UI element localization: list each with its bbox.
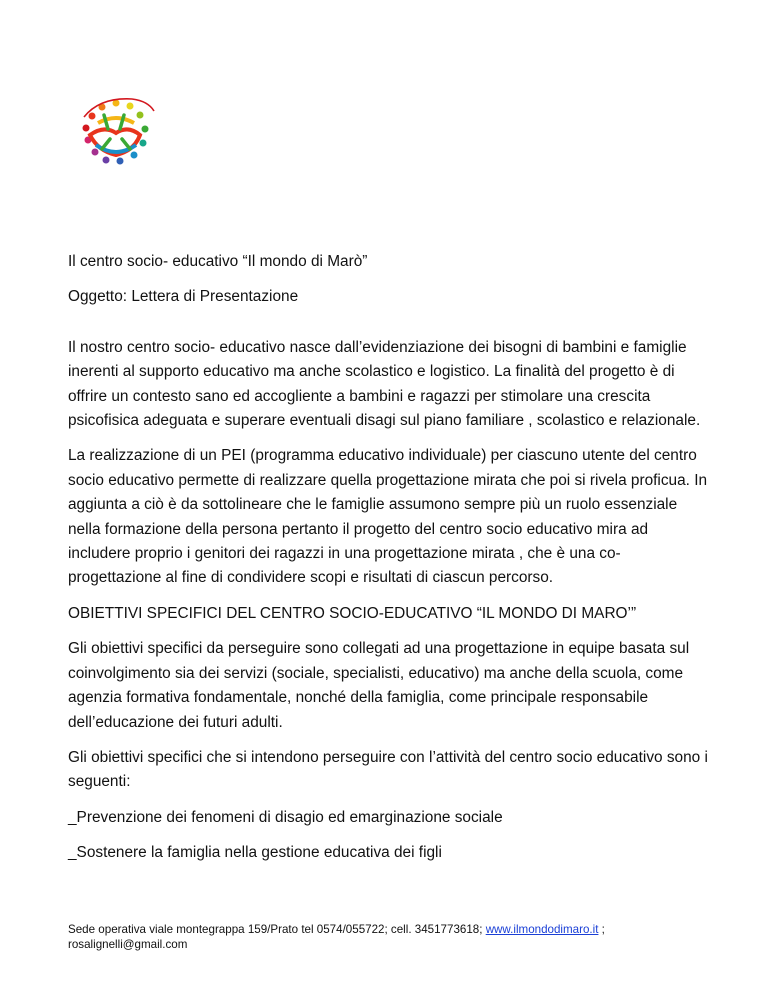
letter-body — [68, 250, 708, 877]
objectives-intro: Gli obiettivi specifici che si intendono perseguire con l’attività del centro socio educativo sono i seguenti: — [68, 748, 708, 791]
footer-address: Sede operativa viale montegrappa 159/Prato tel 0574/055722; cell. 3451773618; — [68, 923, 486, 936]
footer-email: ; rosalignelli@gmail.com — [68, 923, 605, 951]
subject-line: Oggetto: Lettera di Presentazione — [68, 288, 299, 306]
website-link[interactable]: www.ilmondodimaro.it — [485, 923, 599, 936]
section-heading: OBIETTIVI SPECIFICI DEL CENTRO SOCIO-EDUCATIVO “IL MONDO DI MARO’” — [68, 604, 637, 622]
pei-paragraph: La realizzazione di un PEI (programma educativo individuale) per ciascuno utente del centro socio educativo permette di realizzare quella progettazione mirata che poi si rivela proficua. In aggiunta a ciò è da sottolineare che le famiglie assumono sempre più un ruolo essenziale nella formazione della persona pertanto il progetto del centro socio educativo mira ad includere proprio i genitori dei ragazzi in una progettazione mirata , che è una co-progettazione al fine di condividere scopi e risultati di ciascun percorso. — [68, 447, 708, 587]
logo — [74, 95, 162, 170]
objectives-paragraph: Gli obiettivi specifici da perseguire sono collegati ad una progettazione in equipe basata sul coinvolgimento sia dei servizi (sociale, specialisti, educativo) ma anche della scuola, come agenzia formativa fondamentale, nonché della famiglia, come principale responsabile dell’educazione dei futuri adulti. — [68, 640, 690, 731]
center-name-line: Il centro socio- educativo “Il mondo di Marò” — [68, 253, 368, 270]
objective-item: _Prevenzione dei fenomeni di disagio ed emarginazione sociale — [68, 808, 503, 826]
intro-paragraph: Il nostro centro socio- educativo nasce dall’evidenziazione dei bisogni di bambini e famiglie inerenti al supporto educativo ma anche scolastico e logistico. La finalità del progetto è di offrire un contesto sano ed accogliente a bambini e ragazzi per stimolare una crescita psicofisica adeguata e superare eventuali disagi sul piano familiare , scolastico e relazionale. — [68, 338, 701, 430]
objective-item: _Sostenere la famiglia nella gestione educativa dei figli — [68, 844, 442, 862]
footer — [68, 922, 718, 952]
logo-graphic — [74, 95, 162, 170]
